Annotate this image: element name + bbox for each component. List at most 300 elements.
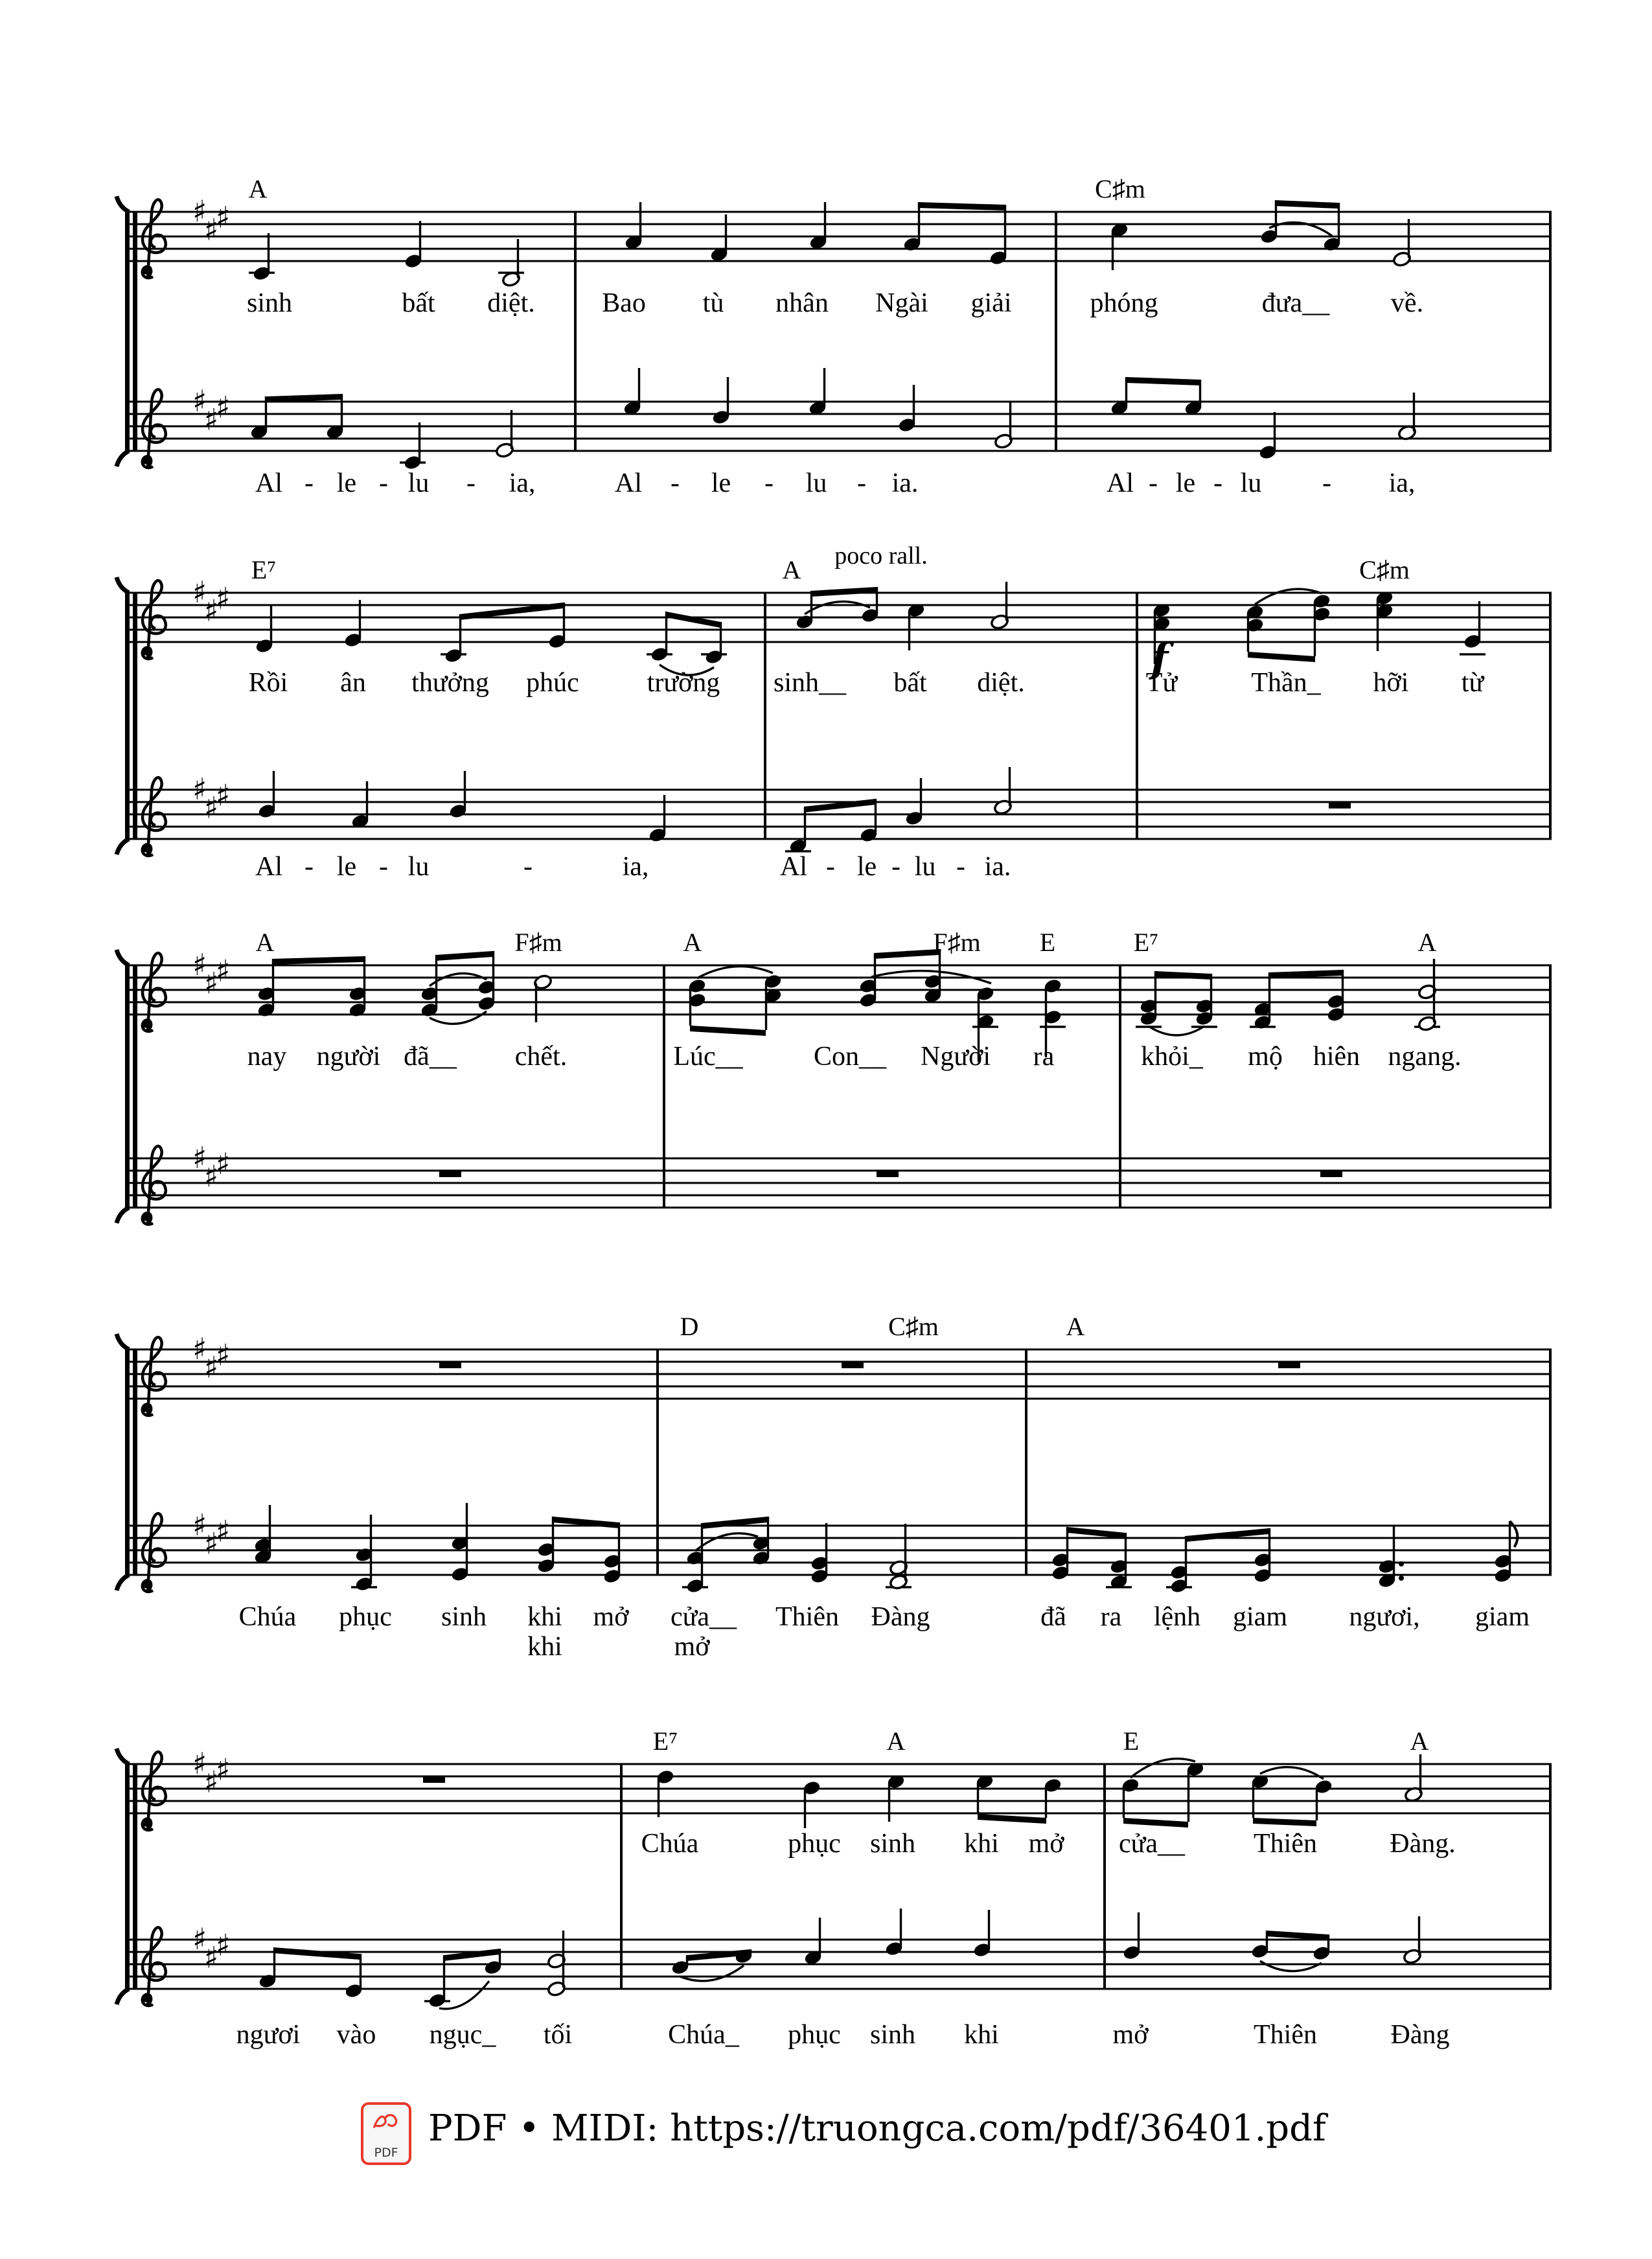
note-stem	[1509, 1521, 1511, 1574]
lyric-syllable: phục	[788, 1829, 841, 1859]
barline	[1103, 1764, 1106, 1989]
lyric-syllable: Thiên	[1254, 2020, 1317, 2050]
lyric-syllable: đã__	[404, 1042, 457, 1072]
chord-symbol: A	[1417, 928, 1437, 957]
note-stem	[1112, 231, 1114, 270]
lyric-syllable: ân	[340, 668, 366, 698]
pdf-icon-label: PDF	[374, 2146, 398, 2160]
slur	[1130, 1759, 1195, 1778]
note-stem	[804, 807, 806, 845]
whole-rest	[877, 1171, 899, 1177]
chord-symbol: F♯m	[933, 928, 981, 957]
lyric-syllable: bất	[893, 668, 927, 698]
note-stem	[562, 1931, 564, 1988]
lyric-syllable: sinh	[246, 288, 293, 318]
chord-symbol: C♯m	[1095, 174, 1145, 203]
note-stem	[720, 622, 722, 656]
lyric-syllable: vào	[336, 2020, 376, 2050]
system-wing	[117, 196, 129, 212]
key-signature-sharp: ♯	[192, 1331, 207, 1366]
lyric-hyphen: -	[379, 468, 388, 498]
lyric-syllable: Al	[1107, 468, 1134, 498]
staff-line	[125, 814, 1552, 816]
slur	[695, 1533, 758, 1551]
lyric-syllable: le	[1175, 468, 1196, 498]
system-start-bar	[133, 1349, 137, 1575]
note-stem	[1252, 1783, 1254, 1818]
staff-line	[125, 1373, 1552, 1375]
staff-line	[125, 413, 1552, 415]
note-stem	[270, 606, 272, 645]
key-signature-sharp: ♯	[192, 1508, 207, 1542]
staff-line	[125, 236, 1552, 238]
key-signature-sharp: ♯	[204, 790, 219, 825]
lyric-syllable: Chúa	[238, 1602, 297, 1632]
lyric-syllable: cửa__	[1118, 1829, 1186, 1859]
system-wing	[117, 839, 129, 854]
slur	[430, 974, 487, 986]
lyric-syllable: phúc	[526, 668, 579, 698]
staff-line	[125, 1550, 1552, 1552]
staff-line	[125, 1574, 1552, 1576]
note-stem	[1185, 1536, 1187, 1585]
note-stem	[727, 377, 729, 416]
key-signature-sharp: ♯	[216, 953, 231, 989]
note-stem	[1433, 959, 1435, 1022]
note-stem	[900, 1909, 902, 1947]
note-stem	[1275, 200, 1277, 235]
chord-symbol: E	[1039, 928, 1056, 957]
lyric-syllable: Đàng	[871, 1602, 930, 1632]
lyric-syllable: sinh	[869, 2020, 916, 2050]
lyric-syllable: Đàng.	[1390, 1829, 1456, 1859]
lyric-syllable: tù	[702, 288, 724, 318]
lyric-syllable: từ	[1461, 668, 1484, 698]
barline	[620, 1764, 623, 1989]
note-stem	[1210, 974, 1212, 1017]
beam	[875, 949, 939, 959]
note-stem	[466, 1503, 468, 1573]
note-stem	[876, 587, 878, 614]
chord-symbol: A	[683, 928, 702, 957]
barline	[1025, 1349, 1027, 1575]
staff-line	[125, 1776, 1552, 1778]
key-signature-sharp: ♯	[204, 1940, 219, 1975]
note-stem	[1342, 970, 1344, 1013]
system-start-bar	[125, 212, 130, 451]
pdf-icon[interactable]	[361, 2102, 411, 2165]
staff-line	[125, 1349, 1552, 1351]
note-stem	[535, 983, 537, 1022]
slur	[439, 1981, 489, 2009]
lyric-syllable: đưa__	[1261, 288, 1330, 318]
note-stem	[638, 368, 640, 407]
note-stem	[804, 1789, 806, 1828]
lyric-syllable: lu	[407, 852, 430, 882]
lyric-syllable: ia,	[1388, 468, 1416, 498]
note-stem	[366, 781, 368, 820]
lyric-syllable: người	[316, 1042, 381, 1072]
chord-symbol: E⁷	[1133, 928, 1159, 957]
lyric-syllable: tối	[543, 2020, 573, 2050]
whole-rest	[842, 1362, 864, 1368]
system-wing	[117, 1989, 129, 2004]
note-stem	[1004, 205, 1006, 257]
beam	[274, 1947, 360, 1960]
note-stem	[1377, 599, 1379, 651]
note-stem	[360, 1954, 361, 1990]
lyric-syllable: trường	[647, 668, 720, 698]
note-stem	[1268, 1528, 1270, 1574]
ledger-line	[1460, 653, 1486, 655]
chord-symbol: F♯m	[514, 928, 562, 957]
note-stem	[1154, 971, 1156, 1017]
whole-rest	[1320, 1171, 1342, 1177]
chord-symbol: E⁷	[251, 555, 277, 584]
staff-line	[125, 1158, 1552, 1160]
whole-rest	[1329, 802, 1351, 808]
key-signature-sharp: ♯	[204, 1158, 219, 1194]
lyric-syllable: diệt.	[487, 288, 535, 318]
lyric-hyphen: -	[1322, 468, 1331, 498]
lyric-syllable: khi	[527, 1632, 562, 1662]
lyric-syllable: ngươi	[236, 2020, 301, 2050]
note-stem	[1338, 203, 1340, 243]
staff-line	[125, 1182, 1552, 1184]
key-signature-sharp: ♯	[192, 384, 207, 419]
key-signature-sharp: ♯	[192, 947, 207, 982]
lyric-syllable: Al	[780, 852, 807, 882]
staff-line	[125, 1537, 1552, 1539]
chord-symbol: A	[1066, 1312, 1085, 1341]
note-stem	[443, 1955, 445, 1999]
note-stem	[1123, 1787, 1125, 1818]
staff-line	[125, 1788, 1552, 1790]
lyric-syllable: sinh	[869, 1829, 916, 1859]
lyric-syllable: cửa__	[670, 1602, 737, 1632]
note-stem	[1125, 1533, 1127, 1581]
slur	[1260, 1961, 1322, 1971]
lyric-syllable: sinh__	[773, 668, 847, 698]
lyric-syllable: Thiên	[775, 1602, 839, 1632]
staff-line	[125, 1386, 1552, 1388]
lyric-syllable: ia,	[509, 468, 536, 498]
slur	[680, 1966, 744, 1981]
beam	[805, 799, 876, 812]
slur	[697, 967, 773, 978]
lyric-hyphen: -	[891, 852, 901, 882]
note-stem	[1408, 219, 1410, 258]
lyric-syllable: ngang.	[1388, 1042, 1462, 1072]
note-stem	[1125, 377, 1127, 407]
note-stem	[701, 1523, 703, 1585]
staff-line	[125, 438, 1552, 440]
lyric-hyphen: -	[826, 852, 835, 882]
note-stem	[1187, 1771, 1189, 1822]
lyric-hyphen: -	[304, 468, 314, 498]
whole-rest	[423, 1776, 445, 1783]
lyric-syllable: sinh	[441, 1602, 487, 1632]
system-wing	[117, 1749, 129, 1764]
lyric-syllable: le	[336, 468, 357, 498]
staff-line	[125, 989, 1552, 991]
system-start-bar	[125, 1764, 130, 1989]
lyric-syllable: Al	[255, 468, 282, 498]
note-stem	[272, 959, 274, 1009]
staff-line	[125, 1763, 1552, 1765]
key-signature-sharp: ♯	[216, 389, 231, 425]
lyric-syllable: giam	[1475, 1602, 1530, 1632]
note-stem	[686, 1955, 688, 1966]
key-signature-sharp: ♯	[216, 1146, 231, 1182]
key-signature-sharp: ♯	[216, 1513, 231, 1549]
staff-line	[125, 1195, 1552, 1197]
barline	[656, 1349, 659, 1575]
note-stem	[517, 239, 519, 278]
note-stem	[658, 1778, 660, 1817]
lyric-syllable: ngươi,	[1349, 1602, 1420, 1632]
key-signature-sharp: ♯	[192, 1140, 207, 1175]
augmentation-dot	[1399, 1576, 1404, 1581]
note-stem	[1138, 1912, 1140, 1951]
staff-line	[125, 789, 1552, 791]
note-stem	[1005, 582, 1007, 621]
chord-symbol: A	[255, 928, 275, 957]
system-start-bar	[133, 212, 137, 451]
beam	[811, 587, 877, 597]
system-wing	[117, 1208, 129, 1223]
whole-rest	[1278, 1362, 1300, 1368]
lyric-syllable: Rồi	[248, 668, 288, 698]
note-stem	[824, 202, 826, 241]
whole-rest	[439, 1362, 461, 1368]
lyric-syllable: phục	[339, 1602, 392, 1632]
system-wing	[117, 1334, 129, 1349]
slur	[805, 602, 870, 614]
note-stem	[419, 221, 421, 260]
staff-line	[125, 977, 1552, 979]
note-stem	[1274, 412, 1276, 451]
lyric-syllable: khi	[964, 2020, 999, 2050]
staff-line	[125, 1988, 1552, 1990]
tempo-marking: poco rall.	[834, 542, 928, 569]
beam	[444, 1949, 499, 1961]
lyric-hyphen: -	[671, 468, 680, 498]
lyric-syllable: Al	[255, 852, 282, 882]
lyric-syllable: ngục_	[429, 2020, 496, 2050]
lyric-syllable: lệnh	[1153, 1602, 1201, 1632]
whole-rest	[439, 1171, 461, 1177]
note-stem	[750, 1949, 751, 1955]
lyric-hyphen: -	[956, 852, 965, 882]
beam	[702, 1517, 768, 1529]
lyric-hyphen: -	[1149, 468, 1158, 498]
lyric-syllable: nhân	[775, 288, 829, 318]
key-signature-sharp: ♯	[204, 1349, 219, 1385]
staff-line	[125, 617, 1552, 619]
staff-line	[125, 1562, 1552, 1564]
key-signature-sharp: ♯	[216, 777, 231, 813]
beam	[1253, 1818, 1316, 1826]
system-wing	[117, 577, 129, 593]
note-stem	[618, 1522, 620, 1575]
staff-line	[125, 604, 1552, 606]
note-stem	[1009, 401, 1011, 440]
staff-line	[125, 1800, 1552, 1802]
beam	[1067, 1527, 1125, 1539]
lyric-syllable: Người	[921, 1042, 991, 1072]
key-signature-sharp: ♯	[192, 194, 207, 229]
lyric-syllable: phục	[788, 2020, 841, 2050]
note-stem	[977, 1783, 979, 1814]
lyric-syllable: Bao	[602, 288, 646, 318]
lyric-syllable: lu	[914, 852, 936, 882]
beam	[1276, 200, 1339, 209]
chord-symbol: E	[1123, 1726, 1140, 1756]
lyric-syllable: ra	[1100, 1602, 1122, 1632]
system-wing	[117, 451, 129, 466]
slur	[430, 1011, 487, 1024]
dynamic-marking: f	[1151, 634, 1169, 682]
beam	[1186, 1528, 1269, 1542]
note-stem	[725, 214, 727, 253]
lyric-syllable: ia.	[891, 468, 919, 498]
note-stem	[689, 987, 691, 1026]
chord-symbol: C♯m	[1359, 555, 1410, 584]
note-stem	[273, 1947, 275, 1980]
chord-symbol: A	[248, 174, 268, 203]
staff-line	[125, 450, 1552, 452]
staff-line	[125, 826, 1552, 828]
note-stem	[823, 368, 825, 407]
lyric-syllable: hỡi	[1373, 668, 1409, 698]
lyric-syllable: phóng	[1090, 288, 1158, 318]
note-stem	[1199, 380, 1201, 407]
chord-symbol: C♯m	[888, 1312, 939, 1341]
lyric-syllable: thưởng	[411, 668, 489, 698]
note-stem	[904, 1524, 906, 1581]
note-stem	[1478, 601, 1480, 640]
slur	[1255, 589, 1322, 604]
barline	[1549, 1764, 1552, 1989]
staff-line	[125, 965, 1552, 967]
lyric-syllable: Lúc__	[673, 1042, 743, 1072]
staff-line	[125, 224, 1552, 225]
footer-link[interactable]: PDF • MIDI: https://truongca.com/pdf/36401.pdf	[428, 2107, 1326, 2150]
lyric-syllable: hiên	[1313, 1042, 1360, 1072]
augmentation-dot	[1399, 1561, 1404, 1566]
note-stem	[1413, 393, 1415, 431]
note-stem	[1268, 972, 1270, 1021]
note-stem	[1327, 1934, 1329, 1952]
staff-line	[125, 1207, 1552, 1209]
lyric-syllable: khi	[964, 1829, 999, 1859]
beam	[919, 202, 1005, 211]
chord-symbol: E⁷	[652, 1726, 678, 1756]
lyric-syllable: Thần_	[1251, 668, 1321, 698]
staff-line	[125, 401, 1552, 403]
lyric-syllable: Chúa_	[668, 2020, 739, 2050]
lyric-syllable: Con__	[813, 1042, 887, 1072]
note-stem	[810, 591, 812, 621]
note-stem	[492, 951, 494, 1002]
staff-line	[125, 1976, 1552, 1978]
note-stem	[765, 983, 767, 1030]
lyric-syllable: Thiên	[1254, 1829, 1317, 1859]
staff-line	[125, 1964, 1552, 1966]
system-start-bar	[125, 1349, 130, 1575]
note-stem	[341, 394, 343, 431]
staff-line	[125, 629, 1552, 631]
key-signature-sharp: ♯	[204, 965, 219, 1001]
lyric-hyphen: -	[304, 852, 314, 882]
lyric-syllable: le	[856, 852, 877, 882]
staff-line	[125, 260, 1552, 262]
lyric-syllable: mở	[1028, 1829, 1064, 1859]
acrobat-swirl-icon	[372, 2111, 400, 2131]
note-stem	[419, 422, 420, 461]
lyric-syllable: chết.	[514, 1042, 568, 1072]
key-signature-sharp: ♯	[216, 1337, 231, 1373]
chord-symbol: A	[886, 1726, 906, 1756]
key-signature-sharp: ♯	[204, 593, 219, 628]
barline	[574, 212, 577, 451]
lyric-syllable: khi	[527, 1602, 562, 1632]
barline	[1055, 212, 1057, 451]
lyric-syllable: về.	[1390, 288, 1424, 318]
note-stem	[359, 600, 361, 639]
ledger-line	[1040, 1026, 1066, 1027]
key-signature-sharp: ♯	[216, 1927, 231, 1963]
lyric-syllable: giải	[970, 288, 1012, 318]
note-stem	[908, 612, 910, 650]
lyric-syllable: ia,	[622, 852, 649, 882]
note-stem	[269, 1505, 271, 1555]
beam	[666, 612, 720, 628]
lyric-syllable: khỏi_	[1141, 1042, 1203, 1072]
key-signature-sharp: ♯	[204, 212, 219, 247]
lyric-hyphen: -	[1213, 468, 1222, 498]
lyric-syllable: Chúa	[641, 1829, 699, 1859]
key-signature-sharp: ♯	[192, 1746, 207, 1781]
note-stem	[459, 614, 461, 654]
lyric-syllable: le	[711, 468, 731, 498]
note-stem	[370, 1515, 372, 1583]
lyric-syllable: le	[336, 852, 357, 882]
lyric-syllable: Ngài	[875, 288, 928, 318]
note-stem	[1045, 1787, 1047, 1818]
note-stem	[1314, 602, 1316, 656]
lyric-syllable: mở	[593, 1602, 629, 1632]
staff-line	[125, 838, 1552, 840]
note-stem	[825, 1523, 827, 1575]
key-signature-sharp: ♯	[204, 1526, 219, 1561]
beam	[436, 951, 493, 961]
note-stem	[918, 202, 920, 243]
barline	[1549, 1349, 1552, 1575]
beam	[1126, 377, 1200, 385]
note-stem	[1393, 1526, 1395, 1579]
key-signature-sharp: ♯	[216, 1752, 231, 1787]
note-stem	[888, 1783, 890, 1822]
barline	[1549, 212, 1552, 451]
lyric-syllable: Tử	[1145, 668, 1178, 698]
note-stem	[875, 799, 877, 834]
lyric-syllable: ra	[1033, 1042, 1055, 1072]
note-stem	[265, 396, 267, 431]
lyric-hyphen: -	[764, 468, 774, 498]
note-stem	[639, 202, 641, 241]
